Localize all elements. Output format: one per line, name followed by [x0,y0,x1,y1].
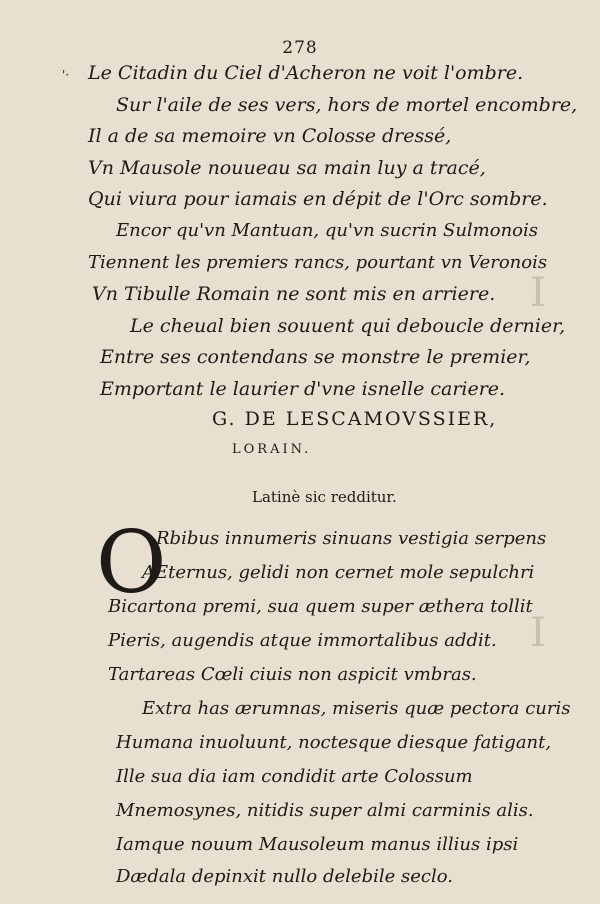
latin-verse-line: Dædala depinxit nullo delebile seclo. [116,866,453,887]
latin-verse-line: Tartareas Cœli ciuis non aspicit vmbras. [108,664,477,685]
french-verse-line: Entre ses contendans se monstre le premier, [100,346,531,369]
show-through-letter: I [530,610,546,656]
french-verse-line: Vn Mausole nouueau sa main luy a tracé, [88,156,486,179]
author-name: G. DE LESCAMOVSSIER, [212,408,498,430]
french-verse-line: Qui viura pour iamais en dépit de l'Orc sombre. [88,188,548,211]
margin-mark: '· [62,68,70,82]
latin-verse-line: Pieris, augendis atque immortalibus addit. [108,630,497,651]
page-number: 278 [282,38,318,58]
french-verse-line: Emportant le laurier d'vne isnelle cariere. [100,378,506,400]
latin-verse-line: Mnemosynes, nitidis super almi carminis alis. [116,800,534,821]
drop-cap-letter: O [96,513,167,613]
latin-verse-line: Bicartona premi, sua quem super æthera tollit [108,596,533,617]
french-verse-line: Tiennent les premiers rancs, pourtant vn Veronois [88,251,548,273]
show-through-letter: I [530,270,546,316]
latin-verse-line: Rbibus innumeris sinuans vestigia serpens [156,528,547,549]
latin-verse-line: Ille sua dia iam condidit arte Colossum [116,766,473,787]
latin-verse-line: AEternus, gelidi non cernet mole sepulchri [142,562,535,583]
latin-verse-line: Extra has ærumnas, miseris quæ pectora curis [142,698,571,719]
french-verse-line: Vn Tibulle Romain ne sont mis en arriere. [92,283,496,306]
author-origin: LORAIN. [232,442,312,457]
french-verse-line: Encor qu'vn Mantuan, qu'vn sucrin Sulmonois [116,220,539,241]
latin-verse-line: Iamque nouum Mausoleum manus illius ipsi [116,834,519,855]
latin-heading: Latinè sic redditur. [252,488,397,506]
latin-verse-line: Humana inuoluunt, noctesque diesque fatigant, [116,732,552,753]
french-verse-line: Le Citadin du Ciel d'Acheron ne voit l'ombre. [88,62,524,84]
french-verse-line: Il a de sa memoire vn Colosse dressé, [88,125,452,148]
french-verse-line: Le cheual bien souuent qui deboucle dernier, [130,314,566,337]
french-verse-line: Sur l'aile de ses vers, hors de mortel encombre, [116,93,578,116]
